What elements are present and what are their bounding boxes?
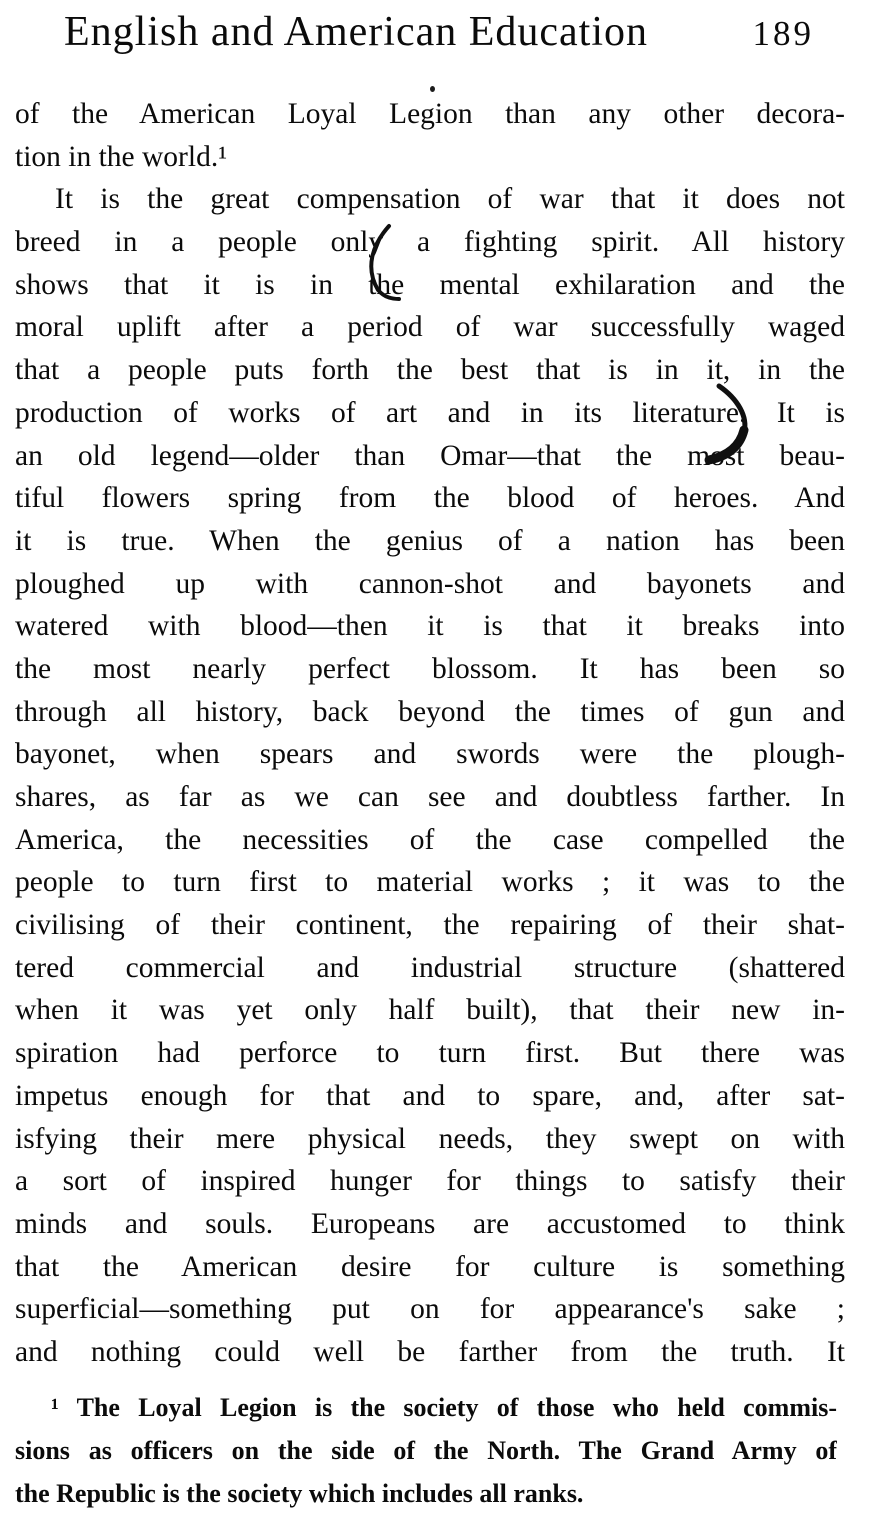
footnote-line: the Republic is the society which includes all ranks. (15, 1479, 584, 1508)
text-line: it is true. When the genius of a nation has been (15, 524, 845, 557)
text-line: breed in a people only a fighting spirit. All history (15, 226, 845, 259)
text-line: America, the necessities of the case compelled the (15, 823, 845, 856)
text-line: moral uplift after a period of war successfully waged (15, 311, 845, 344)
text-line: production of works of art and in its literature. It is (15, 396, 845, 429)
text-line: superficial—something put on for appearance's sake ; (15, 1293, 845, 1326)
text-line: of the American Loyal Legion than any other decora- (15, 98, 845, 130)
text-line: that the American desire for culture is something (15, 1250, 845, 1283)
ink-speck (430, 86, 435, 92)
page-number: 189 (752, 14, 814, 53)
text-line: people to turn first to material works ; it was to the (15, 866, 845, 899)
text-line: tion in the world.¹ (15, 140, 228, 173)
text-line: a sort of inspired hunger for things to satisfy their (15, 1165, 845, 1198)
text-line: bayonet, when spears and swords were the plough- (15, 738, 845, 771)
page-body (15, 93, 845, 1374)
text-line: minds and souls. Europeans are accustomed to think (15, 1207, 845, 1240)
footnote-line: ¹ The Loyal Legion is the society of those who held commis- (51, 1393, 837, 1422)
text-line: impetus enough for that and to spare, and, after sat- (15, 1079, 845, 1112)
text-line: through all history, back beyond the times of gun and (15, 695, 845, 728)
text-line: civilising of their continent, the repairing of their shat- (15, 909, 845, 942)
text-line: and nothing could well be farther from the truth. It (15, 1335, 845, 1368)
text-line: It is the great compensation of war that it does not (55, 183, 845, 216)
text-line: shows that it is in the mental exhilaration and the (15, 268, 845, 301)
text-line: ploughed up with cannon-shot and bayonets and (15, 567, 845, 600)
text-line: an old legend—older than Omar—that the most beau- (15, 439, 845, 472)
text-line: spiration had perforce to turn first. But there was (15, 1037, 845, 1070)
text-line: shares, as far as we can see and doubtless farther. In (15, 781, 845, 813)
text-line: tered commercial and industrial structure (shattered (15, 951, 845, 984)
page-header (64, 8, 814, 56)
text-line: watered with blood—then it is that it breaks into (15, 610, 845, 643)
text-line: the most nearly perfect blossom. It has been so (15, 652, 845, 685)
running-title: English and American Education (64, 9, 649, 55)
footnote (15, 1386, 837, 1515)
footnote-line: sions as officers on the side of the North. The Grand Army of (15, 1436, 837, 1465)
text-line: that a people puts forth the best that is in it, in the (15, 354, 845, 387)
text-line: tiful flowers spring from the blood of heroes. And (15, 482, 845, 515)
text-line: isfying their mere physical needs, they swept on with (15, 1122, 845, 1155)
text-line: when it was yet only half built), that their new in- (15, 994, 845, 1027)
